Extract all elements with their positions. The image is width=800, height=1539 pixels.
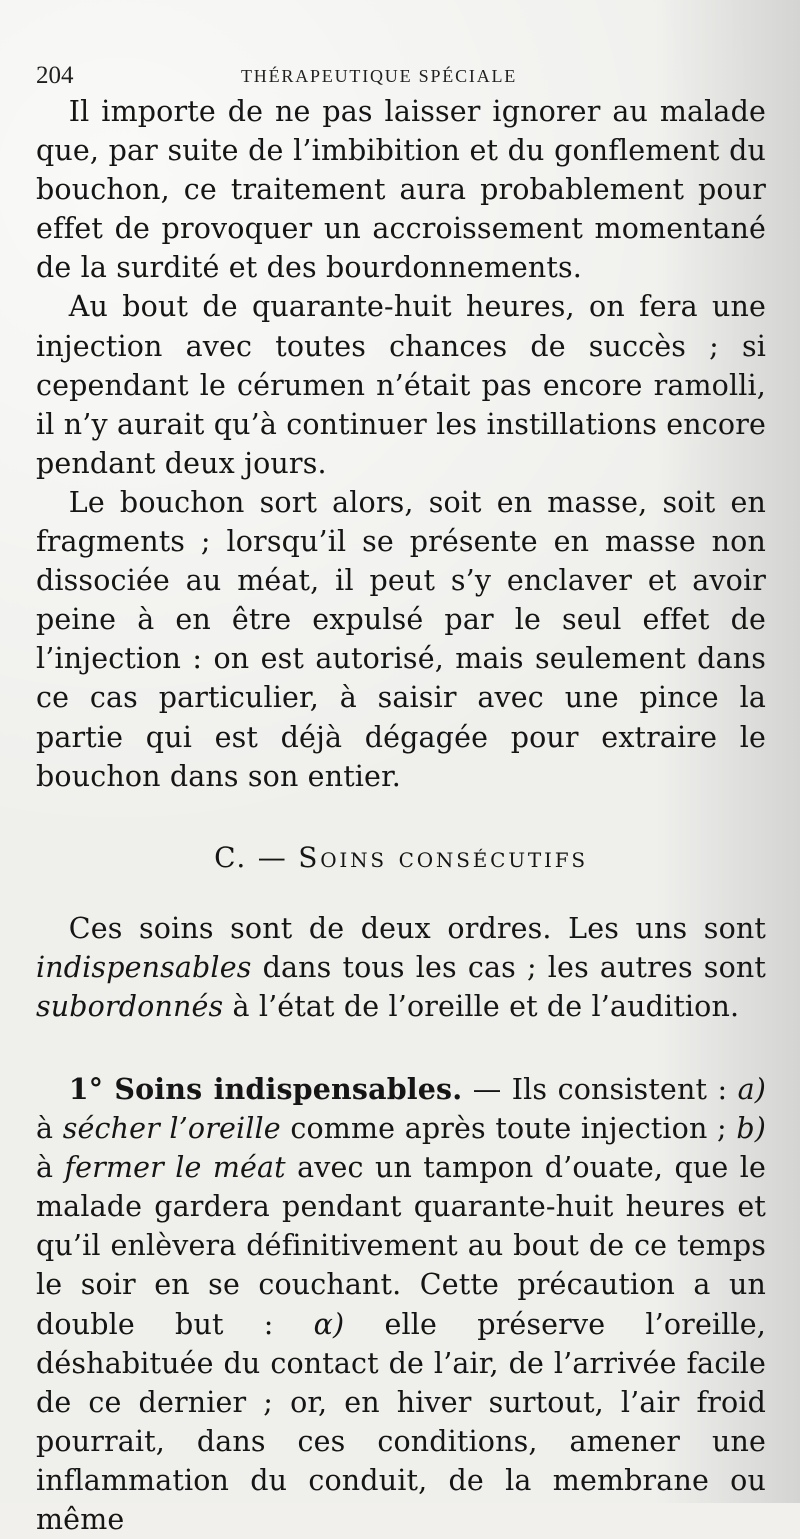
paragraph-5-text-4: à <box>36 1151 65 1185</box>
paragraph-5-italic-b: b) <box>736 1112 767 1146</box>
paragraph-5-italic-a: a) <box>737 1072 766 1106</box>
paragraph-5-text-2: à <box>36 1112 63 1146</box>
paragraph-spacer <box>36 1026 766 1070</box>
paragraph-4 <box>36 909 766 1026</box>
paragraph-2: Au bout de quarante-huit heures, on fera une injection avec toutes chances de succès ; si cependant le cérumen n’était pas encore ramolli, il n’y aurait qu’à continuer les instillations encore pendant deux jours. <box>36 290 766 480</box>
section-heading <box>36 838 766 877</box>
paragraph-5 <box>36 1070 766 1539</box>
paragraph-5-text-1: — Ils consistent : <box>462 1072 738 1106</box>
section-heading-prefix: C. — <box>214 840 288 874</box>
paragraph-4-text-1: Ces soins sont de deux ordres. Les uns sont <box>68 911 766 945</box>
running-title: THÉRAPEUTIQUE SPÉCIALE <box>241 66 518 86</box>
paragraph-5-italic-2: fermer le méat <box>64 1151 286 1185</box>
paragraph-4-italic-1: indispensables <box>36 950 252 984</box>
paragraph-5-text-5: avec un tampon d’ouate, que le malade gardera pendant quarante-huit heures et qu’il enlèvera définitivement au bout de ce temps le soir en se couchant. Cette précaution a un double but : <box>36 1151 766 1341</box>
paragraph-5-text-3: comme après toute injection ; <box>280 1112 737 1146</box>
paragraph-3: Le bouchon sort alors, soit en masse, soit en fragments ; lorsqu’il se présente en masse non dissociée au méat, il peut s’y enclaver et avoir peine à en être expulsé par le seul effet de l’injection : on est autorisé, mais seulement dans ce cas particulier, à saisir avec une pince la partie qui est déjà dégagée pour extraire le bouchon dans son entier. <box>36 485 766 793</box>
main-text <box>36 92 766 1539</box>
section-heading-title: Soins consécutifs <box>298 840 588 874</box>
paragraph-4-text-3: à l’état de l’oreille et de l’audition. <box>223 989 740 1023</box>
paragraph-5-bold-lead: 1° Soins indispensables. <box>68 1071 463 1106</box>
paragraph-5-text-6: elle préserve l’oreille, déshabituée du contact de l’air, de l’arrivée facile de ce dernier ; or, en hiver surtout, l’air froid pourrait, dans ces conditions, amener une inflammation du conduit, de la membrane ou même <box>36 1307 766 1536</box>
paragraph-5-italic-alpha: α) <box>313 1307 345 1341</box>
page-number: 204 <box>36 62 74 89</box>
paragraph-4-italic-2: subordonnés <box>36 989 224 1023</box>
paragraph-1: Il importe de ne pas laisser ignorer au malade que, par suite de l’imbibition et du gonflement du bouchon, ce traitement aura probablement pour effet de provoquer un accroissement momentané de la surdité et des bourdonnements. <box>36 95 766 285</box>
running-head <box>36 58 766 92</box>
paragraph-5-italic-1: sécher l’oreille <box>62 1112 281 1146</box>
paragraph-4-text-2: dans tous les cas ; les autres sont <box>251 950 766 984</box>
